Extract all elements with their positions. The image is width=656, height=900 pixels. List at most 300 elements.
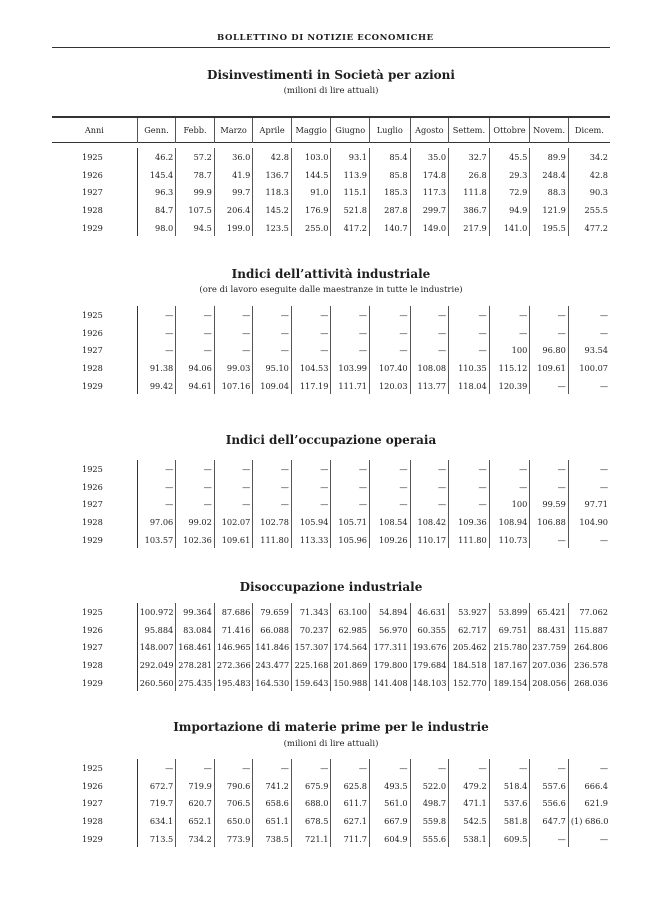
value-cell: 115.12 <box>489 359 530 377</box>
value-cell: 719.9 <box>176 777 215 795</box>
value-cell: 255.5 <box>568 201 610 219</box>
value-cell: 118.04 <box>449 377 490 395</box>
year-cell: 1929 <box>82 222 103 233</box>
table-row <box>52 531 610 549</box>
value-cell: 179.684 <box>410 656 449 674</box>
value-cell: — <box>568 324 610 342</box>
value-cell: 117.19 <box>291 377 331 395</box>
value-cell: 278.281 <box>176 656 215 674</box>
value-cell: 95.10 <box>253 359 292 377</box>
column-header: Settem. <box>449 117 490 143</box>
value-cell: 145.4 <box>137 166 176 184</box>
value-cell: 36.0 <box>214 148 253 166</box>
value-cell: — <box>568 478 610 496</box>
value-cell: 666.4 <box>568 777 610 795</box>
value-cell: 53.899 <box>489 603 530 621</box>
value-cell: — <box>370 460 411 478</box>
value-cell: 201.869 <box>331 656 370 674</box>
value-cell: 264.806 <box>568 639 610 657</box>
value-cell: — <box>449 342 490 360</box>
value-cell: — <box>137 306 176 324</box>
value-cell: — <box>530 531 569 549</box>
value-cell: 104.53 <box>291 359 331 377</box>
value-cell: 556.6 <box>530 795 569 813</box>
value-cell: — <box>449 496 490 514</box>
value-cell: 292.049 <box>137 656 176 674</box>
table-row <box>52 674 610 692</box>
value-cell: — <box>176 324 215 342</box>
value-cell: 108.54 <box>370 513 411 531</box>
value-cell: 136.7 <box>253 166 292 184</box>
year-cell: 1925 <box>82 607 103 617</box>
table-row <box>52 359 610 377</box>
table-row <box>52 496 610 514</box>
value-cell: 69.751 <box>489 621 530 639</box>
value-cell: — <box>331 759 370 777</box>
value-cell: 102.36 <box>176 531 215 549</box>
value-cell: 479.2 <box>449 777 490 795</box>
column-header: Novem. <box>530 117 569 143</box>
value-cell: — <box>214 324 253 342</box>
value-cell: — <box>410 460 449 478</box>
value-cell: — <box>291 478 331 496</box>
value-cell: — <box>568 460 610 478</box>
value-cell: 62.717 <box>449 621 490 639</box>
value-cell: 117.3 <box>410 184 449 202</box>
value-cell: 108.42 <box>410 513 449 531</box>
value-cell: 141.408 <box>370 674 411 692</box>
value-cell: 651.1 <box>253 812 292 830</box>
value-cell: 195.483 <box>214 674 253 692</box>
value-cell: — <box>449 478 490 496</box>
column-header: Maggio <box>291 117 331 143</box>
value-cell: — <box>176 460 215 478</box>
value-cell: — <box>253 496 292 514</box>
value-cell: 42.8 <box>253 148 292 166</box>
value-cell: — <box>176 759 215 777</box>
value-cell: 105.71 <box>331 513 370 531</box>
value-cell: 105.94 <box>291 513 331 531</box>
value-cell: — <box>449 759 490 777</box>
value-cell: 518.4 <box>489 777 530 795</box>
value-cell: — <box>530 306 569 324</box>
value-cell: — <box>530 460 569 478</box>
value-cell: 609.5 <box>489 830 530 848</box>
value-cell: — <box>530 830 569 848</box>
value-cell: 225.168 <box>291 656 331 674</box>
value-cell: 46.2 <box>137 148 176 166</box>
value-cell: — <box>291 324 331 342</box>
value-cell: 477.2 <box>568 219 610 237</box>
value-cell: 287.8 <box>370 201 411 219</box>
value-cell: 650.0 <box>214 812 253 830</box>
table-disinvestimenti <box>52 148 610 236</box>
table-occupazione <box>52 460 610 548</box>
year-cell: 1927 <box>82 499 103 510</box>
value-cell: — <box>410 306 449 324</box>
year-cell: 1928 <box>82 516 103 527</box>
value-cell: — <box>291 342 331 360</box>
value-cell: 146.965 <box>214 639 253 657</box>
year-cell: 1929 <box>82 677 103 688</box>
year-cell: 1928 <box>82 362 103 373</box>
value-cell: — <box>137 460 176 478</box>
value-cell: 32.7 <box>449 148 490 166</box>
column-header: Febb. <box>176 117 215 143</box>
value-cell: 299.7 <box>410 201 449 219</box>
table-row <box>52 219 610 237</box>
value-cell: 559.8 <box>410 812 449 830</box>
value-cell: 193.676 <box>410 639 449 657</box>
value-cell: 157.307 <box>291 639 331 657</box>
value-cell: 118.3 <box>253 184 292 202</box>
value-cell: 85.4 <box>370 148 411 166</box>
value-cell: 107.40 <box>370 359 411 377</box>
value-cell: — <box>331 342 370 360</box>
value-cell: 102.78 <box>253 513 292 531</box>
value-cell: — <box>530 478 569 496</box>
value-cell: 100.07 <box>568 359 610 377</box>
value-cell: 174.564 <box>331 639 370 657</box>
value-cell: — <box>137 342 176 360</box>
table-row <box>52 166 610 184</box>
value-cell: — <box>530 324 569 342</box>
value-cell: — <box>568 830 610 848</box>
year-cell: 1927 <box>82 345 103 356</box>
value-cell: — <box>331 306 370 324</box>
value-cell: 184.518 <box>449 656 490 674</box>
year-cell: 1925 <box>82 464 103 474</box>
value-cell: 97.71 <box>568 496 610 514</box>
value-cell: — <box>449 460 490 478</box>
value-cell: 144.5 <box>291 166 331 184</box>
value-cell: 148.103 <box>410 674 449 692</box>
value-cell: — <box>568 306 610 324</box>
value-cell: 89.9 <box>530 148 569 166</box>
value-cell: — <box>214 478 253 496</box>
value-cell: 93.54 <box>568 342 610 360</box>
value-cell: 734.2 <box>176 830 215 848</box>
table-row <box>52 759 610 777</box>
value-cell: — <box>410 478 449 496</box>
value-cell: — <box>291 460 331 478</box>
value-cell: — <box>176 306 215 324</box>
value-cell: 26.8 <box>449 166 490 184</box>
value-cell: 100 <box>489 342 530 360</box>
value-cell: 88.3 <box>530 184 569 202</box>
value-cell: 120.39 <box>489 377 530 395</box>
value-cell: 672.7 <box>137 777 176 795</box>
table-row <box>52 460 610 478</box>
value-cell: 111.71 <box>331 377 370 395</box>
value-cell: 99.03 <box>214 359 253 377</box>
value-cell: 215.780 <box>489 639 530 657</box>
table-row <box>52 621 610 639</box>
value-cell: 115.1 <box>331 184 370 202</box>
value-cell: 109.36 <box>449 513 490 531</box>
value-cell: 60.355 <box>410 621 449 639</box>
value-cell: 106.88 <box>530 513 569 531</box>
table-row <box>52 513 610 531</box>
value-cell: 773.9 <box>214 830 253 848</box>
value-cell: — <box>410 342 449 360</box>
value-cell: — <box>137 324 176 342</box>
value-cell: 110.17 <box>410 531 449 549</box>
value-cell: 625.8 <box>331 777 370 795</box>
value-cell: 159.643 <box>291 674 331 692</box>
value-cell: — <box>370 496 411 514</box>
value-cell: — <box>370 306 411 324</box>
value-cell: — <box>214 342 253 360</box>
value-cell: 65.421 <box>530 603 569 621</box>
table-row <box>52 478 610 496</box>
value-cell: 611.7 <box>331 795 370 813</box>
value-cell: 99.42 <box>137 377 176 395</box>
value-cell: 189.154 <box>489 674 530 692</box>
value-cell: 634.1 <box>137 812 176 830</box>
value-cell: 70.237 <box>291 621 331 639</box>
value-cell: 243.477 <box>253 656 292 674</box>
value-cell: 109.61 <box>214 531 253 549</box>
value-cell: 84.7 <box>137 201 176 219</box>
value-cell: 260.560 <box>137 674 176 692</box>
value-cell: 99.7 <box>214 184 253 202</box>
value-cell: 94.06 <box>176 359 215 377</box>
value-cell: 542.5 <box>449 812 490 830</box>
value-cell: 102.07 <box>214 513 253 531</box>
value-cell: — <box>291 306 331 324</box>
year-cell: 1926 <box>82 624 103 635</box>
value-cell: 627.1 <box>331 812 370 830</box>
column-header-row <box>52 116 610 143</box>
page-header: BOLLETTINO DI NOTIZIE ECONOMICHE <box>217 33 434 43</box>
value-cell: 538.1 <box>449 830 490 848</box>
value-cell: 386.7 <box>449 201 490 219</box>
value-cell: 35.0 <box>410 148 449 166</box>
value-cell: — <box>489 759 530 777</box>
year-cell: 1926 <box>82 169 103 180</box>
value-cell: 522.0 <box>410 777 449 795</box>
value-cell: 109.26 <box>370 531 411 549</box>
value-cell: 185.3 <box>370 184 411 202</box>
year-cell: 1927 <box>82 798 103 809</box>
value-cell: 87.686 <box>214 603 253 621</box>
value-cell: 29.3 <box>489 166 530 184</box>
value-cell: — <box>410 324 449 342</box>
value-cell: 141.846 <box>253 639 292 657</box>
value-cell: 109.61 <box>530 359 569 377</box>
value-cell: 95.884 <box>137 621 176 639</box>
value-cell: — <box>253 324 292 342</box>
value-cell: — <box>176 496 215 514</box>
value-cell: 140.7 <box>370 219 411 237</box>
year-cell: 1929 <box>82 833 103 844</box>
table-row <box>52 812 610 830</box>
value-cell: 46.631 <box>410 603 449 621</box>
value-cell: 537.6 <box>489 795 530 813</box>
value-cell: 72.9 <box>489 184 530 202</box>
value-cell: — <box>410 496 449 514</box>
table-row <box>52 148 610 166</box>
value-cell: — <box>214 759 253 777</box>
value-cell: 109.04 <box>253 377 292 395</box>
value-cell: 113.77 <box>410 377 449 395</box>
value-cell: — <box>489 460 530 478</box>
value-cell: 678.5 <box>291 812 331 830</box>
value-cell: — <box>214 306 253 324</box>
value-cell: — <box>370 324 411 342</box>
column-header: Ottobre <box>489 117 530 143</box>
value-cell: 53.927 <box>449 603 490 621</box>
value-cell: 98.0 <box>137 219 176 237</box>
value-cell: — <box>137 759 176 777</box>
year-cell: 1925 <box>82 152 103 162</box>
year-cell: 1929 <box>82 534 103 545</box>
table-row <box>52 342 610 360</box>
value-cell: 121.9 <box>530 201 569 219</box>
value-cell: 115.887 <box>568 621 610 639</box>
value-cell: 652.1 <box>176 812 215 830</box>
value-cell: — <box>370 759 411 777</box>
value-cell: — <box>253 460 292 478</box>
value-cell: — <box>291 496 331 514</box>
value-cell: 105.96 <box>331 531 370 549</box>
value-cell: 63.100 <box>331 603 370 621</box>
value-cell: 738.5 <box>253 830 292 848</box>
value-cell: 152.770 <box>449 674 490 692</box>
value-cell: 149.0 <box>410 219 449 237</box>
table-row <box>52 656 610 674</box>
value-cell: 120.03 <box>370 377 411 395</box>
value-cell: 255.0 <box>291 219 331 237</box>
value-cell: 647.7 <box>530 812 569 830</box>
value-cell: 103.99 <box>331 359 370 377</box>
value-cell: — <box>370 478 411 496</box>
value-cell: — <box>291 759 331 777</box>
value-cell: 713.5 <box>137 830 176 848</box>
year-cell: 1928 <box>82 204 103 215</box>
value-cell: 521.8 <box>331 201 370 219</box>
value-cell: — <box>253 478 292 496</box>
value-cell: — <box>214 496 253 514</box>
year-cell: 1927 <box>82 187 103 198</box>
value-cell: 711.7 <box>331 830 370 848</box>
value-cell: 99.59 <box>530 496 569 514</box>
value-cell: 104.90 <box>568 513 610 531</box>
value-cell: 71.343 <box>291 603 331 621</box>
value-cell: (1) 686.0 <box>568 812 610 830</box>
table-row <box>52 324 610 342</box>
table-disoccupazione <box>52 603 610 691</box>
year-cell: 1925 <box>82 310 103 320</box>
column-header: Anni <box>84 125 104 135</box>
value-cell: 97.06 <box>137 513 176 531</box>
section-title-disoccupazione: Disoccupazione industriale <box>239 580 423 594</box>
value-cell: 268.036 <box>568 674 610 692</box>
value-cell: 123.5 <box>253 219 292 237</box>
value-cell: 56.970 <box>370 621 411 639</box>
value-cell: — <box>568 377 610 395</box>
value-cell: 45.5 <box>489 148 530 166</box>
value-cell: 77.062 <box>568 603 610 621</box>
value-cell: 94.61 <box>176 377 215 395</box>
value-cell: 99.364 <box>176 603 215 621</box>
value-cell: — <box>410 759 449 777</box>
year-cell: 1926 <box>82 780 103 791</box>
section-title-occupazione: Indici dell’occupazione operaia <box>225 433 437 447</box>
value-cell: 103.57 <box>137 531 176 549</box>
value-cell: — <box>176 342 215 360</box>
value-cell: 164.530 <box>253 674 292 692</box>
value-cell: 107.16 <box>214 377 253 395</box>
value-cell: — <box>568 531 610 549</box>
value-cell: 719.7 <box>137 795 176 813</box>
value-cell: 205.462 <box>449 639 490 657</box>
value-cell: 688.0 <box>291 795 331 813</box>
value-cell: 108.08 <box>410 359 449 377</box>
value-cell: 42.8 <box>568 166 610 184</box>
value-cell: 561.0 <box>370 795 411 813</box>
value-cell: 150.988 <box>331 674 370 692</box>
value-cell: 275.435 <box>176 674 215 692</box>
value-cell: 498.7 <box>410 795 449 813</box>
value-cell: 621.9 <box>568 795 610 813</box>
value-cell: 113.33 <box>291 531 331 549</box>
value-cell: 168.461 <box>176 639 215 657</box>
value-cell: 177.311 <box>370 639 411 657</box>
value-cell: 91.0 <box>291 184 331 202</box>
value-cell: 99.02 <box>176 513 215 531</box>
value-cell: 103.0 <box>291 148 331 166</box>
value-cell: 113.9 <box>331 166 370 184</box>
value-cell: 110.73 <box>489 531 530 549</box>
value-cell: — <box>489 324 530 342</box>
section-title-attivita: Indici dell’attività industriale <box>231 267 431 281</box>
value-cell: 111.8 <box>449 184 490 202</box>
value-cell: 93.1 <box>331 148 370 166</box>
value-cell: 236.578 <box>568 656 610 674</box>
value-cell: 667.9 <box>370 812 411 830</box>
value-cell: 141.0 <box>489 219 530 237</box>
value-cell: 54.894 <box>370 603 411 621</box>
year-cell: 1926 <box>82 327 103 338</box>
value-cell: 62.985 <box>331 621 370 639</box>
value-cell: — <box>331 496 370 514</box>
section-subtitle-attivita: (ore di lavoro eseguite dalle maestranze in tutte le industrie) <box>199 285 463 295</box>
value-cell: 99.9 <box>176 184 215 202</box>
value-cell: 94.9 <box>489 201 530 219</box>
section-title-disinvestimenti: Disinvestimenti in Società per azioni <box>207 68 455 82</box>
value-cell: 658.6 <box>253 795 292 813</box>
value-cell: — <box>331 478 370 496</box>
value-cell: 248.4 <box>530 166 569 184</box>
value-cell: 34.2 <box>568 148 610 166</box>
value-cell: 208.056 <box>530 674 569 692</box>
value-cell: 174.8 <box>410 166 449 184</box>
year-cell: 1928 <box>82 659 103 670</box>
value-cell: 217.9 <box>449 219 490 237</box>
table-row <box>52 377 610 395</box>
value-cell: 604.9 <box>370 830 411 848</box>
value-cell: 272.366 <box>214 656 253 674</box>
value-cell: 721.1 <box>291 830 331 848</box>
value-cell: 741.2 <box>253 777 292 795</box>
value-cell: — <box>449 306 490 324</box>
value-cell: 66.088 <box>253 621 292 639</box>
value-cell: — <box>331 460 370 478</box>
value-cell: 91.38 <box>137 359 176 377</box>
header-rule <box>52 47 610 48</box>
